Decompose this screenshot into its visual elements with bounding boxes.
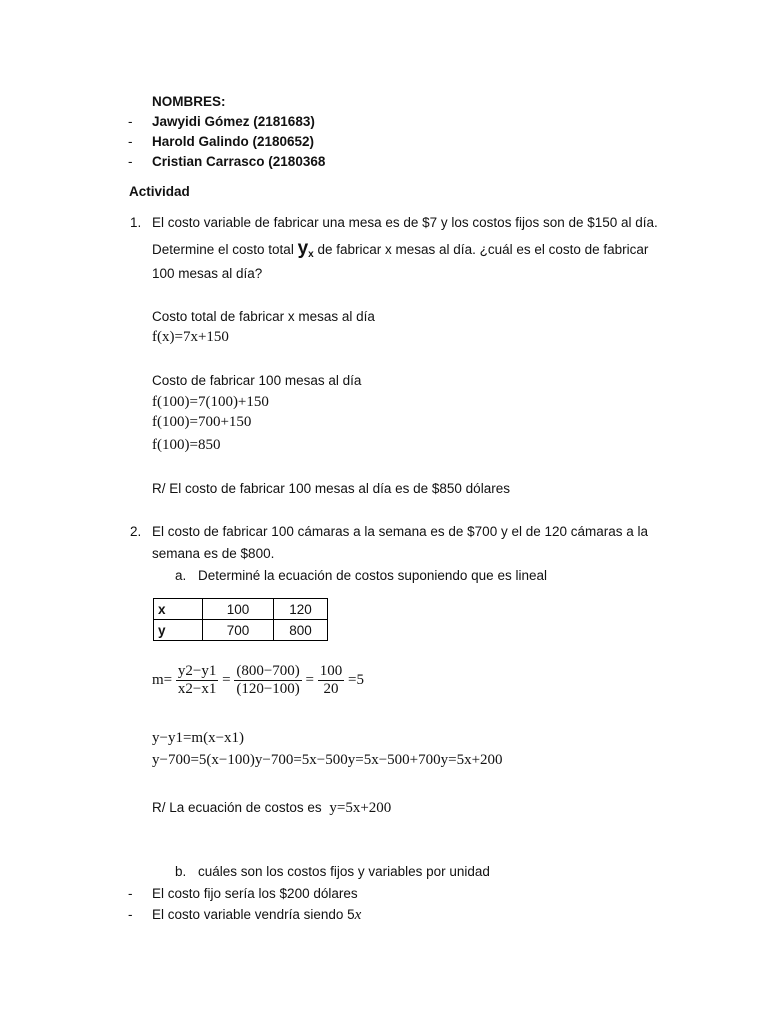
bullet-dash: - xyxy=(128,134,133,149)
fraction-numerator: y2−y1 xyxy=(177,663,217,679)
fixed-cost-bullet: El costo fijo sería los $200 dólares xyxy=(152,886,358,901)
fraction-denominator: 20 xyxy=(323,681,339,697)
question-2-answer-equation: y=5x+200 xyxy=(329,800,392,816)
table-cell: 120 xyxy=(274,599,328,620)
symbol-y-subscript: x xyxy=(308,249,314,260)
variable-cost-x: x xyxy=(354,907,362,923)
part-b-text: cuáles son los costos fijos y variables por unidad xyxy=(198,864,490,879)
table-head-y: y xyxy=(154,620,203,641)
derivation-equation: y−700=5(x−100)y−700=5x−500y=5x−500+700y=5x+200 xyxy=(152,752,503,768)
question-1-answer: R/ El costo de fabricar 100 mesas al día es de $850 dólares xyxy=(152,481,510,496)
question-2-line-2: semana es de $800. xyxy=(152,546,275,561)
cost-100-equation-2: f(100)=700+150 xyxy=(152,414,252,430)
total-cost-label: Costo total de fabricar x mesas al día xyxy=(152,309,375,324)
symbol-y: y xyxy=(297,238,309,259)
slope-fraction-3 xyxy=(318,663,345,698)
part-b-label: b. xyxy=(175,864,187,879)
cost-100-label: Costo de fabricar 100 mesas al día xyxy=(152,373,362,388)
cost-100-equation-3: f(100)=850 xyxy=(152,437,221,453)
bullet-dash: - xyxy=(128,907,133,922)
names-heading: NOMBRES: xyxy=(152,94,226,109)
slope-result: =5 xyxy=(348,672,364,688)
fraction-denominator: (120−100) xyxy=(236,681,300,697)
student-name-3: Cristian Carrasco (2180368 xyxy=(152,154,326,169)
variable-cost-text: El costo variable vendría siendo 5 xyxy=(152,907,355,922)
slope-fraction-1 xyxy=(176,663,218,698)
slope-fraction-2 xyxy=(234,663,301,698)
question-1-line-3: 100 mesas al día? xyxy=(152,266,263,281)
point-slope-equation: y−y1=m(x−x1) xyxy=(152,730,245,746)
fraction-numerator: 100 xyxy=(319,663,343,679)
question-1-line-2-post: de fabricar x mesas al día. ¿cuál es el costo de fabricar xyxy=(317,242,649,257)
total-cost-equation: f(x)=7x+150 xyxy=(152,329,229,345)
question-1-line-2-pre: Determine el costo total xyxy=(152,242,294,257)
cost-100-equation-1: f(100)=7(100)+150 xyxy=(152,394,269,410)
question-1-number: 1. xyxy=(130,215,142,230)
student-name-1: Jawyidi Gómez (2181683) xyxy=(152,114,315,129)
equals-sign: = xyxy=(222,672,231,688)
table-head-x: x xyxy=(154,599,203,620)
question-2-answer xyxy=(152,799,391,817)
slope-equation xyxy=(152,663,364,698)
table-row xyxy=(154,620,328,641)
question-2-number: 2. xyxy=(130,524,142,539)
bullet-dash: - xyxy=(128,114,133,129)
fraction-denominator: x2−x1 xyxy=(177,681,217,697)
xy-table xyxy=(153,598,328,641)
student-name-2: Harold Galindo (2180652) xyxy=(152,134,315,149)
part-a-label: a. xyxy=(175,568,187,583)
question-1-line-2 xyxy=(152,240,648,264)
table-cell: 100 xyxy=(203,599,274,620)
table-cell: 700 xyxy=(203,620,274,641)
equals-sign: = xyxy=(305,672,314,688)
table-row xyxy=(154,599,328,620)
section-title: Actividad xyxy=(129,184,190,199)
question-1-line-1: El costo variable de fabricar una mesa es de $7 y los costos fijos son de $150 al día. xyxy=(152,215,658,230)
bullet-dash: - xyxy=(128,886,133,901)
question-2-line-1: El costo de fabricar 100 cámaras a la semana es de $700 y el de 120 cámaras a la xyxy=(152,524,649,539)
fraction-numerator: (800−700) xyxy=(236,663,300,679)
slope-lhs: m= xyxy=(152,672,173,688)
part-a-text: Determiné la ecuación de costos suponiendo que es lineal xyxy=(198,568,547,583)
table-cell: 800 xyxy=(274,620,328,641)
question-2-answer-text: R/ La ecuación de costos es xyxy=(152,800,322,815)
bullet-dash: - xyxy=(128,154,133,169)
variable-cost-bullet xyxy=(152,906,361,924)
